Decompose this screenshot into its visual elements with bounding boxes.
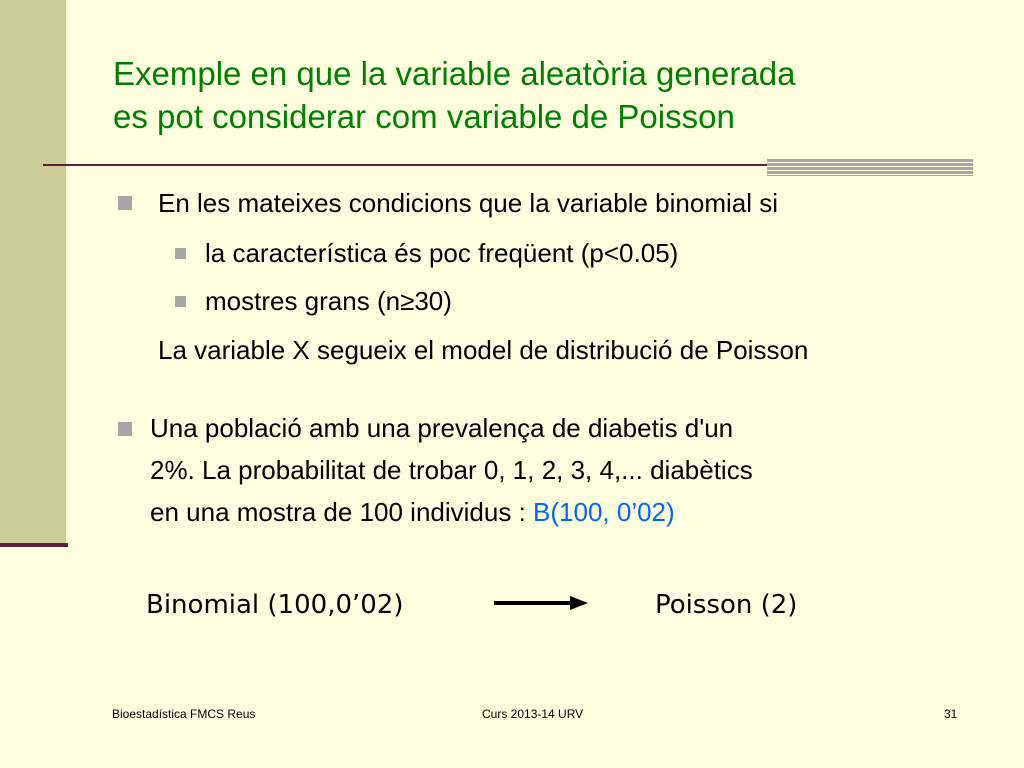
bullet-1-conclusion-text: La variable X segueix el model de distribució de Poisson <box>158 335 809 365</box>
poisson-label: Poisson (2) <box>655 590 798 620</box>
bullet-2-line-3-text: en una mostra de 100 individus : <box>150 497 534 527</box>
title-divider <box>43 164 773 166</box>
square-bullet-icon <box>118 422 132 436</box>
square-bullet-icon <box>175 248 186 259</box>
footer-center: Curs 2013-14 URV <box>482 707 584 721</box>
left-bar-underline <box>0 543 68 547</box>
square-bullet-icon <box>175 296 186 307</box>
page-number: 31 <box>944 707 958 721</box>
bullet-1-sub-1-text: la característica és poc freqüent (p<0.05) <box>205 238 679 268</box>
bullet-2-line-3 <box>150 496 675 528</box>
bullet-1-sub-2-text: mostres grans (n≥30) <box>205 286 452 316</box>
right-arrow-icon <box>494 592 590 614</box>
bullet-2-line-1: Una població amb una prevalença de diabetis d'un <box>150 413 734 443</box>
footer-left: Bioestadística FMCS Reus <box>112 707 256 721</box>
binomial-label: Binomial (100,0’02) <box>146 590 404 620</box>
slide-title <box>113 52 993 138</box>
bullet-1-text: En les mateixes condicions que la variable binomial si <box>158 188 778 218</box>
title-divider-block <box>767 159 973 176</box>
left-decorative-bar <box>0 0 66 543</box>
bullet-2-line-2: 2%. La probabilitat de trobar 0, 1, 2, 3, 4,... diabètics <box>150 455 753 485</box>
binomial-notation: B(100, 0’02) <box>533 497 675 527</box>
slide-title-line-1: Exemple en que la variable aleatòria generada <box>113 55 796 92</box>
square-bullet-icon <box>118 196 132 210</box>
slide-title-line-2: es pot considerar com variable de Poisson <box>113 98 735 135</box>
